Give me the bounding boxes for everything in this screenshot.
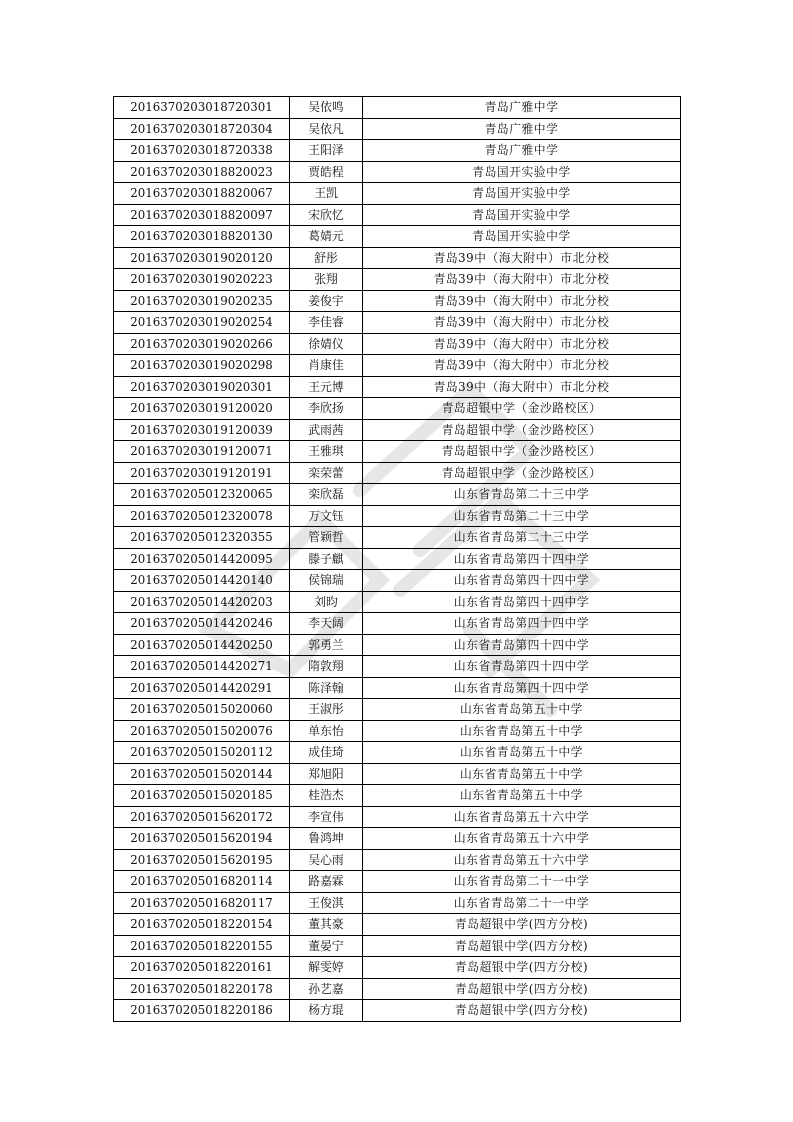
student-name-cell: 姜俊宇 xyxy=(290,290,363,312)
table-row xyxy=(114,161,681,183)
school-name-cell: 山东省青岛第二十一中学 xyxy=(363,871,681,893)
student-name-cell: 路嘉霖 xyxy=(290,871,363,893)
school-name-cell: 山东省青岛第五十中学 xyxy=(363,742,681,764)
student-name-cell: 贾皓程 xyxy=(290,161,363,183)
school-name-cell: 青岛39中（海大附中）市北分校 xyxy=(363,290,681,312)
student-name-cell: 滕子麒 xyxy=(290,548,363,570)
student-name-cell: 栾荣蕾 xyxy=(290,462,363,484)
student-name-cell: 王俊淇 xyxy=(290,892,363,914)
student-name-cell: 隋敦翔 xyxy=(290,656,363,678)
registration-id-cell: 2016370205015620195 xyxy=(114,849,290,871)
table-row xyxy=(114,118,681,140)
school-name-cell: 山东省青岛第五十六中学 xyxy=(363,849,681,871)
table-row xyxy=(114,484,681,506)
table-row xyxy=(114,634,681,656)
table-row xyxy=(114,548,681,570)
roster-body xyxy=(114,97,681,1022)
school-name-cell: 山东省青岛第五十中学 xyxy=(363,763,681,785)
school-name-cell: 山东省青岛第五十中学 xyxy=(363,720,681,742)
table-row xyxy=(114,720,681,742)
table-row xyxy=(114,419,681,441)
student-name-cell: 宋欣忆 xyxy=(290,204,363,226)
table-row xyxy=(114,1000,681,1022)
student-name-cell: 孙艺嘉 xyxy=(290,978,363,1000)
registration-id-cell: 2016370205018220154 xyxy=(114,914,290,936)
table-row xyxy=(114,312,681,334)
school-name-cell: 山东省青岛第四十四中学 xyxy=(363,677,681,699)
student-name-cell: 葛婧元 xyxy=(290,226,363,248)
registration-id-cell: 2016370205015620172 xyxy=(114,806,290,828)
student-name-cell: 万文钰 xyxy=(290,505,363,527)
registration-id-cell: 2016370203019120039 xyxy=(114,419,290,441)
registration-id-cell: 2016370203018720301 xyxy=(114,97,290,119)
school-name-cell: 青岛广雅中学 xyxy=(363,140,681,162)
school-name-cell: 青岛超银中学(四方分校) xyxy=(363,914,681,936)
school-name-cell: 山东省青岛第五十中学 xyxy=(363,785,681,807)
school-name-cell: 青岛超银中学（金沙路校区） xyxy=(363,419,681,441)
student-name-cell: 解雯婷 xyxy=(290,957,363,979)
student-name-cell: 张翔 xyxy=(290,269,363,291)
roster-table xyxy=(113,96,681,1022)
student-name-cell: 武雨茜 xyxy=(290,419,363,441)
registration-id-cell: 2016370203018820130 xyxy=(114,226,290,248)
school-name-cell: 青岛超银中学(四方分校) xyxy=(363,957,681,979)
registration-id-cell: 2016370205015020112 xyxy=(114,742,290,764)
student-name-cell: 桂浩杰 xyxy=(290,785,363,807)
table-row xyxy=(114,97,681,119)
student-name-cell: 杨方琨 xyxy=(290,1000,363,1022)
student-name-cell: 李佳睿 xyxy=(290,312,363,334)
student-name-cell: 王凯 xyxy=(290,183,363,205)
student-name-cell: 吴心雨 xyxy=(290,849,363,871)
table-row xyxy=(114,505,681,527)
registration-id-cell: 2016370205018220161 xyxy=(114,957,290,979)
school-name-cell: 山东省青岛第五十中学 xyxy=(363,699,681,721)
registration-id-cell: 2016370205015020076 xyxy=(114,720,290,742)
table-row xyxy=(114,763,681,785)
student-name-cell: 肖康佳 xyxy=(290,355,363,377)
registration-id-cell: 2016370203019020235 xyxy=(114,290,290,312)
registration-id-cell: 2016370203018820067 xyxy=(114,183,290,205)
table-row xyxy=(114,398,681,420)
school-name-cell: 青岛超银中学（金沙路校区） xyxy=(363,398,681,420)
school-name-cell: 青岛国开实验中学 xyxy=(363,161,681,183)
table-row xyxy=(114,957,681,979)
table-row xyxy=(114,785,681,807)
registration-id-cell: 2016370203019120191 xyxy=(114,462,290,484)
student-name-cell: 王元博 xyxy=(290,376,363,398)
school-name-cell: 青岛39中（海大附中）市北分校 xyxy=(363,355,681,377)
table-row xyxy=(114,591,681,613)
school-name-cell: 青岛39中（海大附中）市北分校 xyxy=(363,376,681,398)
school-name-cell: 青岛超银中学（金沙路校区） xyxy=(363,441,681,463)
table-row xyxy=(114,914,681,936)
student-name-cell: 郭勇兰 xyxy=(290,634,363,656)
student-name-cell: 王雅琪 xyxy=(290,441,363,463)
table-row xyxy=(114,204,681,226)
registration-id-cell: 2016370205014420140 xyxy=(114,570,290,592)
school-name-cell: 山东省青岛第四十四中学 xyxy=(363,613,681,635)
school-name-cell: 山东省青岛第二十三中学 xyxy=(363,527,681,549)
table-row xyxy=(114,290,681,312)
registration-id-cell: 2016370203019020120 xyxy=(114,247,290,269)
table-row xyxy=(114,892,681,914)
school-name-cell: 青岛39中（海大附中）市北分校 xyxy=(363,312,681,334)
student-name-cell: 徐婧仪 xyxy=(290,333,363,355)
table-row xyxy=(114,742,681,764)
registration-id-cell: 2016370205014420271 xyxy=(114,656,290,678)
registration-id-cell: 2016370205014420203 xyxy=(114,591,290,613)
school-name-cell: 山东省青岛第四十四中学 xyxy=(363,570,681,592)
registration-id-cell: 2016370203018820023 xyxy=(114,161,290,183)
school-name-cell: 山东省青岛第二十三中学 xyxy=(363,484,681,506)
school-name-cell: 青岛超银中学(四方分校) xyxy=(363,935,681,957)
registration-id-cell: 2016370205018220178 xyxy=(114,978,290,1000)
student-name-cell: 郑旭阳 xyxy=(290,763,363,785)
registration-id-cell: 2016370203019020301 xyxy=(114,376,290,398)
table-row xyxy=(114,677,681,699)
registration-id-cell: 2016370205014420250 xyxy=(114,634,290,656)
registration-id-cell: 2016370205012320065 xyxy=(114,484,290,506)
registration-id-cell: 2016370205015020060 xyxy=(114,699,290,721)
student-name-cell: 王淑彤 xyxy=(290,699,363,721)
student-name-cell: 侯锦瑞 xyxy=(290,570,363,592)
student-name-cell: 李天阔 xyxy=(290,613,363,635)
student-name-cell: 单东怡 xyxy=(290,720,363,742)
registration-id-cell: 2016370203019120071 xyxy=(114,441,290,463)
student-name-cell: 吴依鸣 xyxy=(290,97,363,119)
school-name-cell: 青岛超银中学（金沙路校区） xyxy=(363,462,681,484)
school-name-cell: 山东省青岛第五十六中学 xyxy=(363,828,681,850)
student-name-cell: 陈泽翰 xyxy=(290,677,363,699)
registration-id-cell: 2016370205018220155 xyxy=(114,935,290,957)
registration-id-cell: 2016370205014420095 xyxy=(114,548,290,570)
student-name-cell: 王阳泽 xyxy=(290,140,363,162)
student-name-cell: 舒彤 xyxy=(290,247,363,269)
school-name-cell: 青岛国开实验中学 xyxy=(363,226,681,248)
school-name-cell: 山东省青岛第二十一中学 xyxy=(363,892,681,914)
student-name-cell: 刘昀 xyxy=(290,591,363,613)
registration-id-cell: 2016370205012320078 xyxy=(114,505,290,527)
table-row xyxy=(114,333,681,355)
student-name-cell: 李欣扬 xyxy=(290,398,363,420)
table-row xyxy=(114,656,681,678)
school-name-cell: 青岛广雅中学 xyxy=(363,97,681,119)
school-name-cell: 青岛国开实验中学 xyxy=(363,183,681,205)
registration-id-cell: 2016370205018220186 xyxy=(114,1000,290,1022)
table-row xyxy=(114,570,681,592)
table-row xyxy=(114,527,681,549)
table-row xyxy=(114,935,681,957)
table-row xyxy=(114,828,681,850)
student-name-cell: 董晏宁 xyxy=(290,935,363,957)
school-name-cell: 青岛广雅中学 xyxy=(363,118,681,140)
student-name-cell: 吴依凡 xyxy=(290,118,363,140)
registration-id-cell: 2016370203019020298 xyxy=(114,355,290,377)
table-row xyxy=(114,462,681,484)
school-name-cell: 青岛超银中学(四方分校) xyxy=(363,1000,681,1022)
registration-id-cell: 2016370203019020223 xyxy=(114,269,290,291)
registration-id-cell: 2016370205015620194 xyxy=(114,828,290,850)
registration-id-cell: 2016370205014420246 xyxy=(114,613,290,635)
table-row xyxy=(114,806,681,828)
registration-id-cell: 2016370205015020144 xyxy=(114,763,290,785)
registration-id-cell: 2016370205016820117 xyxy=(114,892,290,914)
school-name-cell: 山东省青岛第五十六中学 xyxy=(363,806,681,828)
table-row xyxy=(114,269,681,291)
table-row xyxy=(114,699,681,721)
registration-id-cell: 2016370205014420291 xyxy=(114,677,290,699)
school-name-cell: 青岛39中（海大附中）市北分校 xyxy=(363,247,681,269)
school-name-cell: 青岛超银中学(四方分校) xyxy=(363,978,681,1000)
school-name-cell: 山东省青岛第四十四中学 xyxy=(363,634,681,656)
table-row xyxy=(114,140,681,162)
table-row xyxy=(114,978,681,1000)
registration-id-cell: 2016370203019120020 xyxy=(114,398,290,420)
registration-id-cell: 2016370203019020266 xyxy=(114,333,290,355)
table-row xyxy=(114,183,681,205)
table-row xyxy=(114,247,681,269)
school-name-cell: 山东省青岛第四十四中学 xyxy=(363,548,681,570)
registration-id-cell: 2016370205015020185 xyxy=(114,785,290,807)
table-row xyxy=(114,871,681,893)
registration-id-cell: 2016370203018720304 xyxy=(114,118,290,140)
school-name-cell: 青岛39中（海大附中）市北分校 xyxy=(363,269,681,291)
table-row xyxy=(114,376,681,398)
registration-id-cell: 2016370205012320355 xyxy=(114,527,290,549)
table-row xyxy=(114,441,681,463)
registration-id-cell: 2016370203019020254 xyxy=(114,312,290,334)
table-row xyxy=(114,849,681,871)
student-name-cell: 鲁鸿坤 xyxy=(290,828,363,850)
registration-id-cell: 2016370203018720338 xyxy=(114,140,290,162)
student-name-cell: 董其豪 xyxy=(290,914,363,936)
table-row xyxy=(114,613,681,635)
student-name-cell: 成佳琦 xyxy=(290,742,363,764)
registration-id-cell: 2016370205016820114 xyxy=(114,871,290,893)
school-name-cell: 山东省青岛第四十四中学 xyxy=(363,591,681,613)
school-name-cell: 青岛39中（海大附中）市北分校 xyxy=(363,333,681,355)
table-row xyxy=(114,226,681,248)
student-name-cell: 栾欣磊 xyxy=(290,484,363,506)
table-row xyxy=(114,355,681,377)
student-name-cell: 管颖哲 xyxy=(290,527,363,549)
student-name-cell: 李宣伟 xyxy=(290,806,363,828)
registration-id-cell: 2016370203018820097 xyxy=(114,204,290,226)
school-name-cell: 山东省青岛第四十四中学 xyxy=(363,656,681,678)
school-name-cell: 青岛国开实验中学 xyxy=(363,204,681,226)
school-name-cell: 山东省青岛第二十三中学 xyxy=(363,505,681,527)
